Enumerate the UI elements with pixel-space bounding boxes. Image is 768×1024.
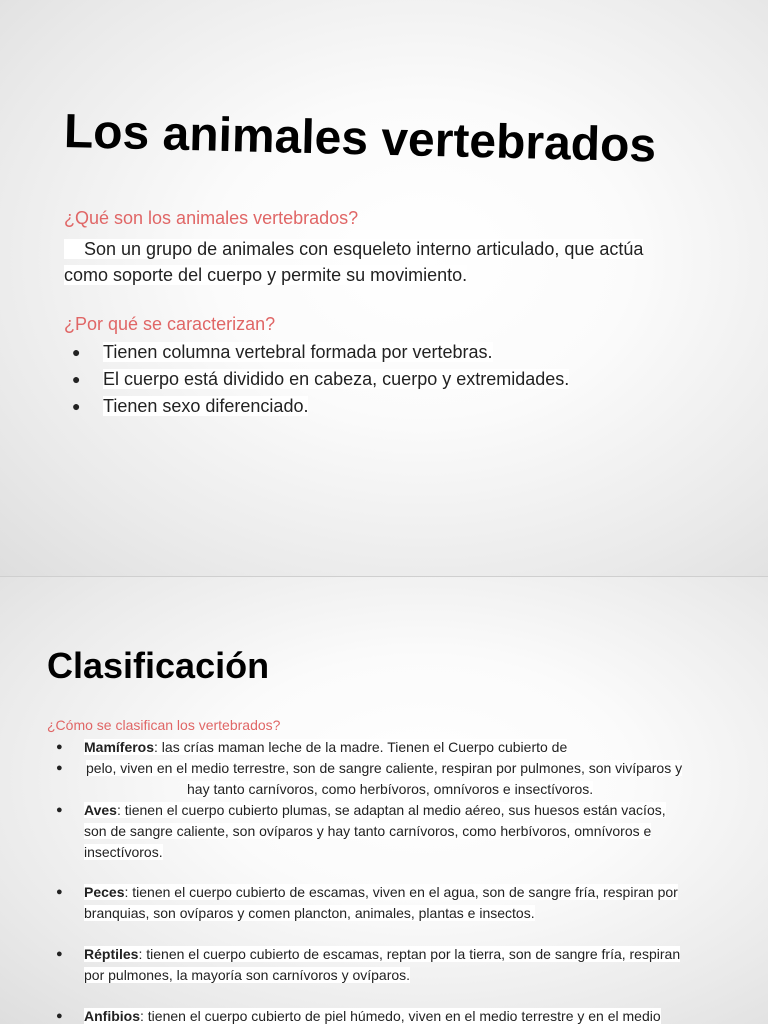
term-anfibios: Anfibios: [84, 1008, 140, 1024]
item-text: insectívoros.: [84, 844, 163, 860]
bullet-icon: ●: [56, 886, 63, 898]
list-item-mamiferos: [56, 737, 724, 800]
term-aves: Aves: [84, 802, 117, 818]
list-item: [64, 395, 569, 422]
list-item: [64, 368, 569, 395]
item-text: : las crías maman leche de la madre. Tienen el Cuerpo cubierto de: [154, 739, 568, 755]
item-text: por pulmones, la mayoría son carnívoros y ovíparos.: [84, 967, 411, 983]
term-mamiferos: Mamíferos: [84, 739, 155, 755]
item-text: hay tanto carnívoros, como herbívoros, omnívoros e insectívoros.: [187, 781, 594, 797]
list-item: [64, 341, 569, 368]
list-item-reptiles: [56, 944, 724, 986]
bullet-icon: ●: [56, 1010, 63, 1022]
item-text: : tienen el cuerpo cubierto de escamas, reptan por la tierra, son de sangre fría, respiran: [138, 946, 681, 962]
list-item-text: El cuerpo está dividido en cabeza, cuerpo y extremidades.: [103, 369, 570, 389]
item-text: branquias, son ovíparos y comen plancton, animales, plantas e insectos.: [84, 905, 535, 921]
bullet-icon: ●: [56, 741, 63, 753]
item-text: son de sangre caliente, son ovíparos y hay tanto carnívoros, como herbívoros, omnívoros e: [84, 823, 652, 839]
bullet-icon: ●: [72, 371, 81, 387]
question-classification: ¿Cómo se clasifican los vertebrados?: [47, 717, 281, 733]
slide-2-title: Clasificación: [47, 645, 270, 686]
list-item-text: Tienen columna vertebral formada por vertebras.: [103, 342, 493, 362]
item-text: : tienen el cuerpo cubierto de piel húmedo, viven en el medio terrestre y en el medio: [140, 1008, 661, 1024]
term-reptiles: Réptiles: [84, 946, 139, 962]
bullet-icon: ●: [56, 762, 63, 774]
term-peces: Peces: [84, 884, 125, 900]
bullet-icon: ●: [72, 344, 81, 360]
item-text: : tienen el cuerpo cubierto de escamas, viven en el agua, son de sangre fría, respiran por: [124, 884, 678, 900]
slide-2: [0, 577, 768, 1024]
question-characteristics: ¿Por qué se caracterizan?: [64, 314, 276, 334]
bullet-icon: ●: [56, 804, 63, 816]
slide-1-title: Los animales vertebrados: [63, 105, 657, 173]
definition-line-1: Son un grupo de animales con esqueleto interno articulado, que actúa: [64, 239, 644, 259]
definition-paragraph: [64, 236, 694, 288]
definition-line-2: como soporte del cuerpo y permite su movimiento.: [64, 265, 468, 285]
bullet-icon: ●: [56, 948, 63, 960]
bullet-icon: ●: [72, 398, 81, 414]
characteristics-list: [64, 341, 569, 422]
item-text: pelo, viven en el medio terrestre, son de sangre caliente, respiran por pulmones, son vivíparos y: [86, 760, 683, 776]
list-item-peces: [56, 882, 724, 924]
list-item-anfibios: [56, 1006, 724, 1024]
list-item-aves: [56, 800, 724, 863]
question-what-are: ¿Qué son los animales vertebrados?: [64, 208, 359, 228]
list-item-text: Tienen sexo diferenciado.: [103, 396, 309, 416]
item-text: : tienen el cuerpo cubierto plumas, se adaptan al medio aéreo, sus huesos están vacíos,: [116, 802, 666, 818]
